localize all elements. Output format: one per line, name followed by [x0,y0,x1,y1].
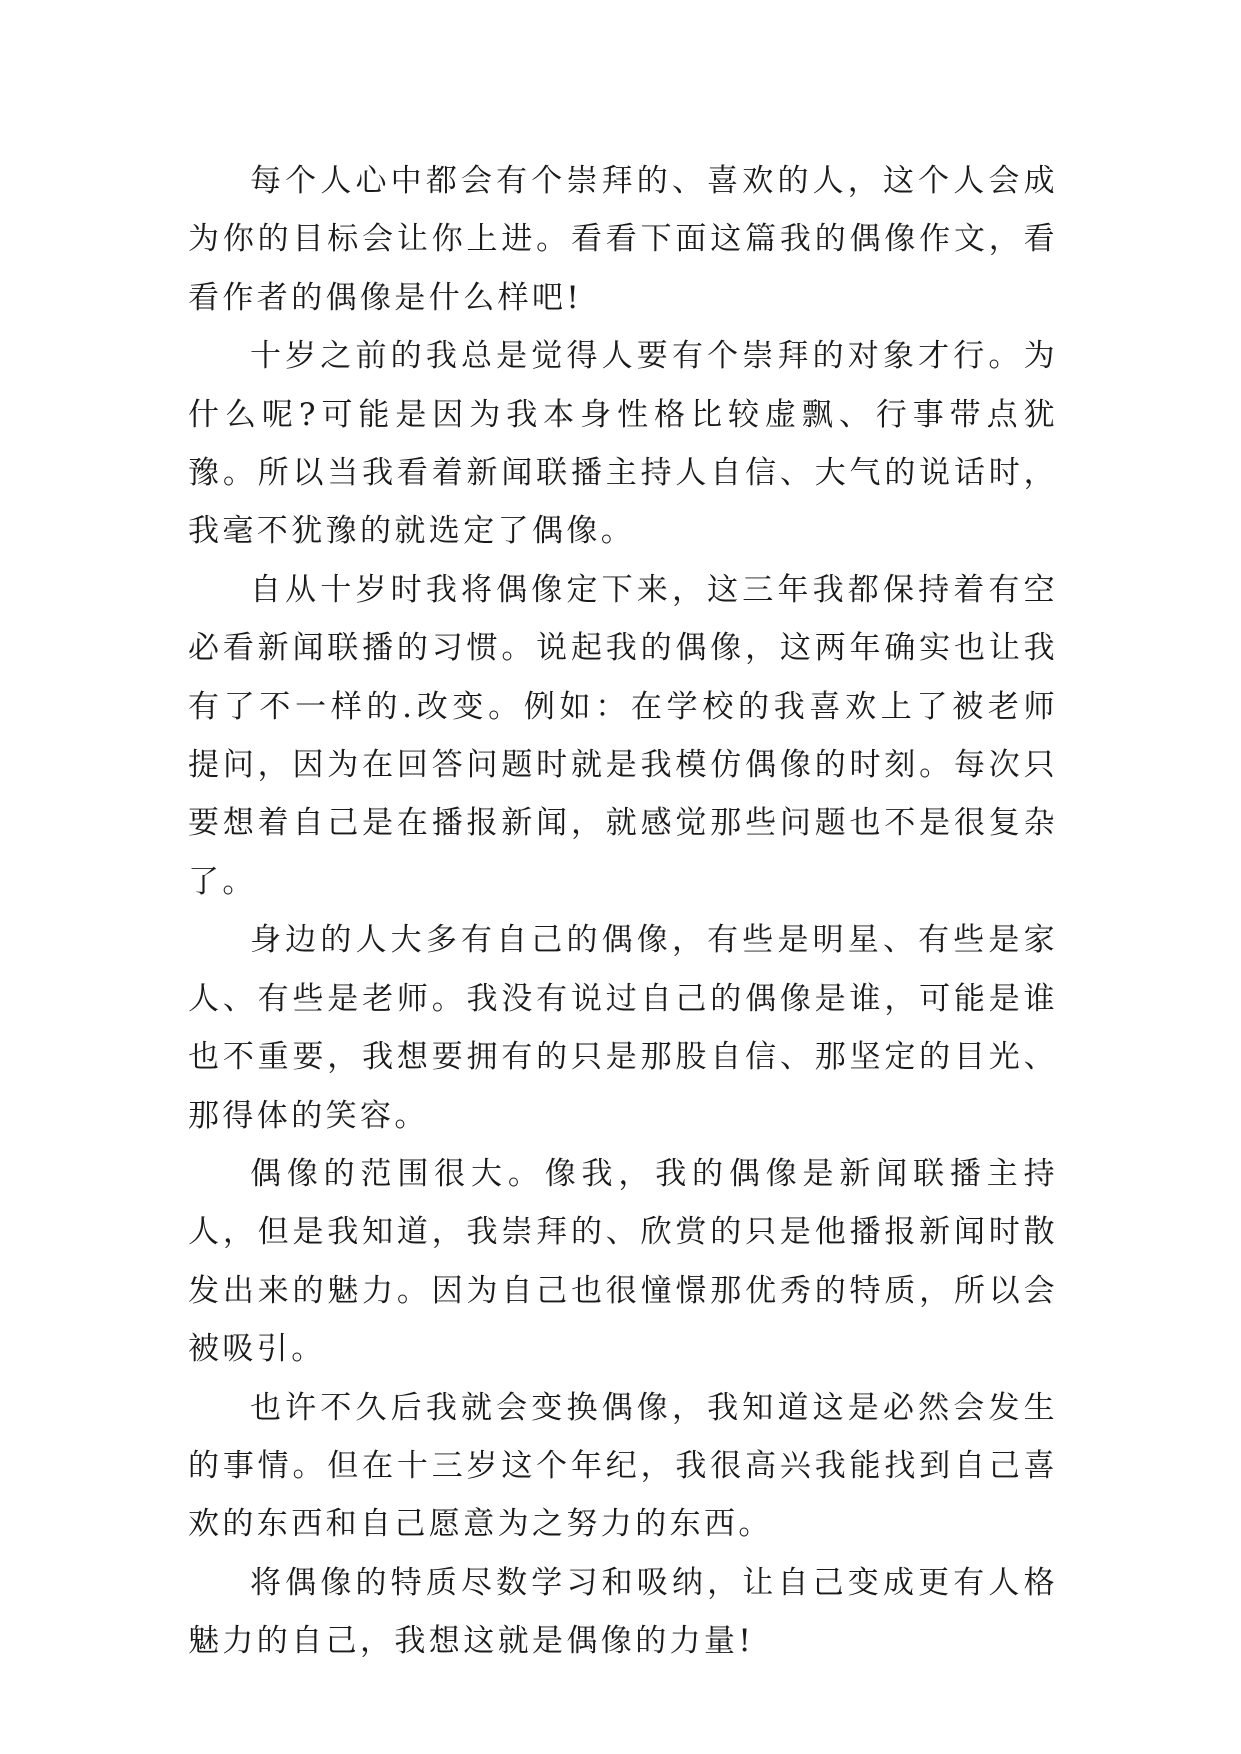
paragraph-7: 将偶像的特质尽数学习和吸纳，让自己变成更有人格魅力的自己，我想这就是偶像的力量! [188,1564,1058,1660]
paragraph-4: 身边的人大多有自己的偶像，有些是明星、有些是家人、有些是老师。我没有说过自己的偶像是谁，可能是谁也不重要，我想要拥有的只是那股自信、那坚定的目光、那得体的笑容。 [188,922,1058,1134]
paragraph-6: 也许不久后我就会变换偶像，我知道这是必然会发生的事情。但在十三岁这个年纪，我很高兴我能找到自己喜欢的东西和自己愿意为之努力的东西。 [188,1389,1058,1543]
paragraph-5: 偶像的范围很大。像我，我的偶像是新闻联播主持人，但是我知道，我崇拜的、欣赏的只是他播报新闻时散发出来的魅力。因为自己也很憧憬那优秀的特质，所以会被吸引。 [188,1155,1058,1368]
paragraph-3: 自从十岁时我将偶像定下来，这三年我都保持着有空必看新闻联播的习惯。说起我的偶像，这两年确实也让我有了不一样的.改变。例如：在学校的我喜欢上了被老师提问，因为在回答问题时就是我模仿偶像的时刻。每次只要想着自己是在播报新闻，就感觉那些问题也不是很复杂了。 [188,571,1058,900]
paragraph-2: 十岁之前的我总是觉得人要有个崇拜的对象才行。为什么呢?可能是因为我本身性格比较虚飘、行事带点犹豫。所以当我看着新闻联播主持人自信、大气的说话时，我毫不犹豫的就选定了偶像。 [188,338,1058,550]
paragraph-1: 每个人心中都会有个崇拜的、喜欢的人，这个人会成为你的目标会让你上进。看看下面这篇我的偶像作文，看看作者的偶像是什么样吧! [188,163,1058,316]
document-body [188,152,1058,1671]
